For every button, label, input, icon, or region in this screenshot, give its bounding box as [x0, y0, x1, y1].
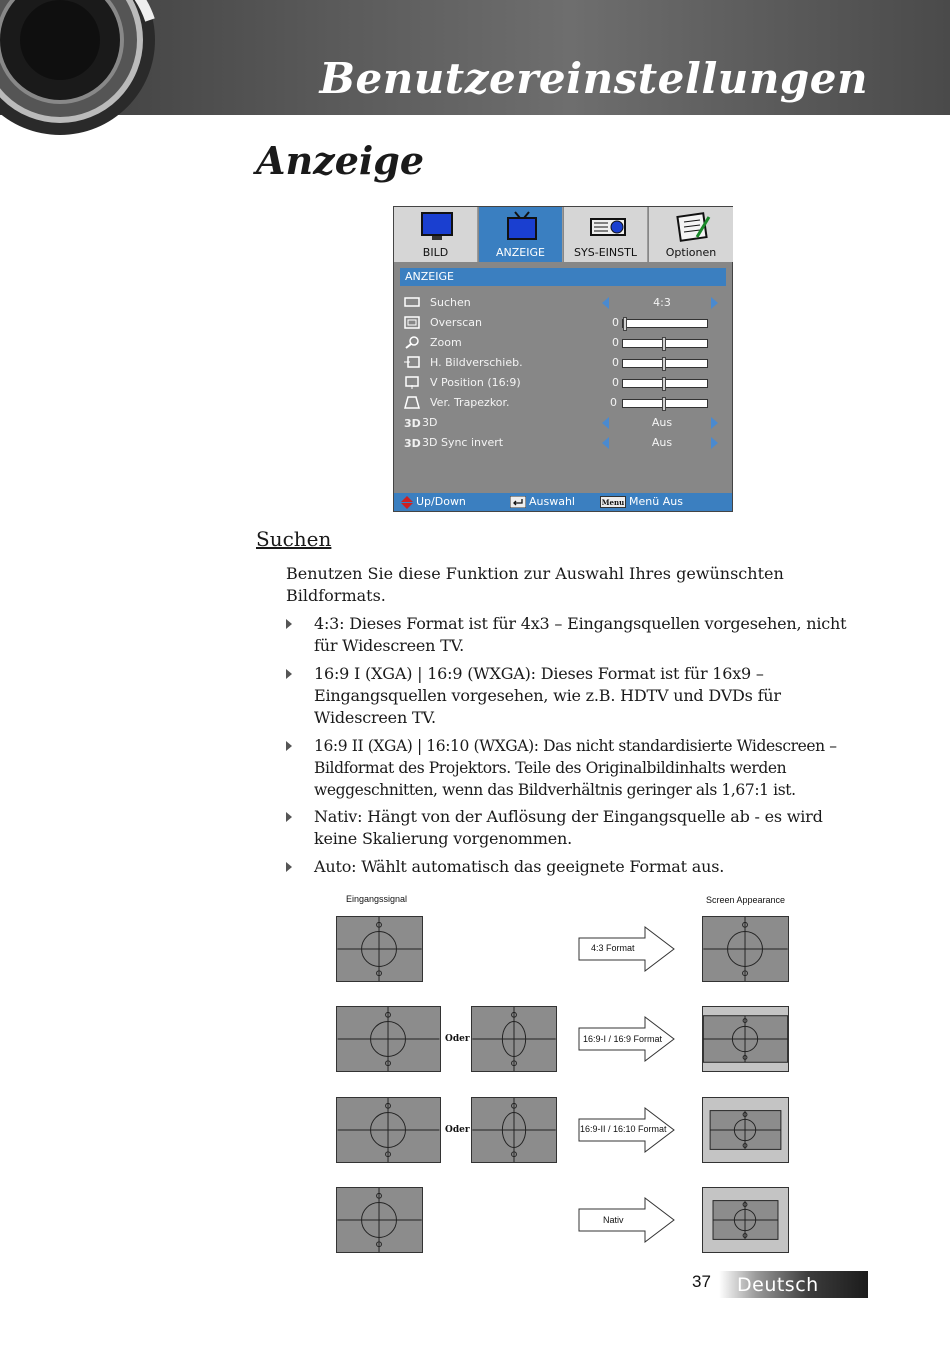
- list-item-text: Nativ: Hängt von der Auflösung der Eingangsquelle ab - es wird keine Skalierung vorgenommen.: [314, 807, 823, 848]
- v-position-slider[interactable]: [622, 379, 708, 388]
- format-label: 4:3 Format: [591, 943, 635, 953]
- list-item-text: 16:9 I (XGA) | 16:9 (WXGA): Dieses Format ist für 16x9 – Eingangsquellen vorgesehen, wie z.B. HDTV und DVDs für Widescreen TV.: [314, 664, 781, 727]
- slider-knob[interactable]: [662, 377, 666, 391]
- lens-icon: [0, 0, 160, 140]
- zoom-icon: [404, 336, 422, 351]
- list-item-text: 16:9 II (XGA) | 16:10 (WXGA): Das nicht standardisierte Widescreen – Bildformat des Projektors. Teile des Originalbildinhalts werden weggeschnitten, wenn das Bildverhältnis geringer als 1,67:1 ist.: [314, 737, 837, 799]
- header-band: [0, 0, 950, 115]
- bullet-triangle-icon: [286, 862, 292, 872]
- format-label: 16:9-I / 16:9 Format: [583, 1034, 663, 1044]
- tv-icon: [505, 211, 539, 243]
- format-label: Nativ: [603, 1215, 624, 1225]
- arrow-right-icon[interactable]: [711, 417, 718, 429]
- tab-sys-einstl[interactable]: [564, 207, 648, 262]
- row-value: 4:3: [653, 296, 671, 309]
- screen-appearance-label: Screen Appearance: [706, 895, 786, 905]
- updown-icon: [401, 496, 413, 509]
- enter-icon: [510, 496, 526, 508]
- output-frame-16x9: [702, 1006, 789, 1072]
- section-heading: Suchen: [256, 527, 332, 551]
- osd-section-title: ANZEIGE: [400, 268, 726, 286]
- intro-paragraph: Benutzen Sie diese Funktion zur Auswahl Ihres gewünschten Bildformats.: [286, 564, 784, 605]
- row-value: 0: [612, 336, 619, 349]
- bullet-triangle-icon: [286, 619, 292, 629]
- menu-key-icon: Menu: [601, 498, 625, 507]
- format-label: 16:9-II / 16:10 Format: [580, 1124, 667, 1134]
- input-signal-label: Eingangssignal: [346, 894, 408, 904]
- updown-label: Up/Down: [416, 495, 466, 508]
- output-frame-native: [702, 1187, 789, 1253]
- osd-row-suchen[interactable]: [402, 295, 726, 313]
- tab-label: ANZEIGE: [496, 246, 545, 259]
- input-frame-16x9: [336, 1006, 441, 1072]
- slider-knob[interactable]: [623, 317, 627, 331]
- row-label: Ver. Trapezkor.: [430, 396, 510, 409]
- osd-row-3d[interactable]: [402, 415, 726, 433]
- row-label: V Position (16:9): [430, 376, 521, 389]
- row-label: Zoom: [430, 336, 462, 349]
- or-label: Oder: [445, 1034, 470, 1044]
- tab-bild[interactable]: [394, 207, 478, 262]
- zoom-slider[interactable]: [622, 339, 708, 348]
- osd-row-v-position[interactable]: [402, 375, 726, 393]
- osd-row-zoom[interactable]: [402, 335, 726, 353]
- input-frame-native: [336, 1187, 423, 1253]
- 3d-icon: 3D: [404, 417, 421, 430]
- or-label: Oder: [445, 1125, 470, 1135]
- projector-icon: [590, 211, 628, 243]
- keystone-icon: [404, 396, 422, 411]
- v-position-icon: [404, 376, 422, 391]
- row-label: 3D Sync invert: [422, 436, 504, 449]
- bullet-triangle-icon: [286, 669, 292, 679]
- row-value: Aus: [651, 416, 673, 429]
- osd-footer: [394, 493, 732, 511]
- arrow-left-icon[interactable]: [602, 297, 609, 309]
- tab-optionen[interactable]: [649, 207, 733, 262]
- monitor-icon: [420, 211, 454, 243]
- h-shift-slider[interactable]: [622, 359, 708, 368]
- tab-anzeige[interactable]: [479, 207, 563, 262]
- notepad-icon: [675, 211, 713, 243]
- slider-knob[interactable]: [662, 357, 666, 371]
- screen-icon: [404, 296, 422, 311]
- osd-row-keystone[interactable]: [402, 395, 726, 413]
- input-frame-4x3: [336, 916, 423, 982]
- arrow-left-icon[interactable]: [602, 437, 609, 449]
- input-frame-anamorphic: [471, 1097, 557, 1163]
- output-frame-16x10: [702, 1097, 789, 1163]
- input-frame-anamorphic: [471, 1006, 557, 1072]
- arrow-left-icon[interactable]: [602, 417, 609, 429]
- tab-label: SYS-EINSTL: [574, 246, 637, 259]
- header-title: Benutzereinstellungen: [319, 54, 868, 103]
- h-shift-icon: [404, 356, 422, 371]
- row-value: 0: [612, 316, 619, 329]
- page-title: Anzeige: [256, 138, 425, 183]
- row-value: Aus: [651, 436, 673, 449]
- language-label: Deutsch: [737, 1274, 819, 1296]
- bullet-triangle-icon: [286, 812, 292, 822]
- arrow-right-icon[interactable]: [711, 437, 718, 449]
- row-label: 3D: [422, 416, 438, 429]
- tab-label: Optionen: [665, 246, 717, 259]
- slider-knob[interactable]: [662, 337, 666, 351]
- row-label: Overscan: [430, 316, 482, 329]
- row-label: H. Bildverschieb.: [430, 356, 523, 369]
- list-item-text: 4:3: Dieses Format ist für 4x3 – Eingangsquellen vorgesehen, nicht für Widescreen TV.: [314, 614, 847, 655]
- select-label: Auswahl: [529, 495, 575, 508]
- arrow-right-icon[interactable]: [711, 297, 718, 309]
- bullet-triangle-icon: [286, 741, 292, 751]
- slider-knob[interactable]: [662, 397, 666, 411]
- keystone-slider[interactable]: [622, 399, 708, 408]
- output-frame-4x3: [702, 916, 789, 982]
- tab-label: BILD: [422, 246, 449, 259]
- page-number: 37: [692, 1272, 711, 1291]
- row-value: 0: [612, 356, 619, 369]
- exit-label: Menü Aus: [629, 495, 683, 508]
- osd-row-overscan[interactable]: [402, 315, 726, 333]
- format-arrow: [578, 1197, 676, 1243]
- osd-row-3d-sync-invert[interactable]: [402, 435, 726, 453]
- row-value: 0: [612, 376, 619, 389]
- list-item-text: Auto: Wählt automatisch das geeignete Format aus.: [314, 857, 725, 876]
- overscan-icon: [404, 316, 422, 331]
- row-value: 0: [610, 396, 617, 409]
- input-frame-16x9: [336, 1097, 441, 1163]
- row-label: Suchen: [430, 296, 471, 309]
- osd-menu-screenshot: [393, 206, 733, 512]
- osd-row-h-shift[interactable]: [402, 355, 726, 373]
- overscan-slider[interactable]: [622, 319, 708, 328]
- 3d-icon: 3D: [404, 437, 421, 450]
